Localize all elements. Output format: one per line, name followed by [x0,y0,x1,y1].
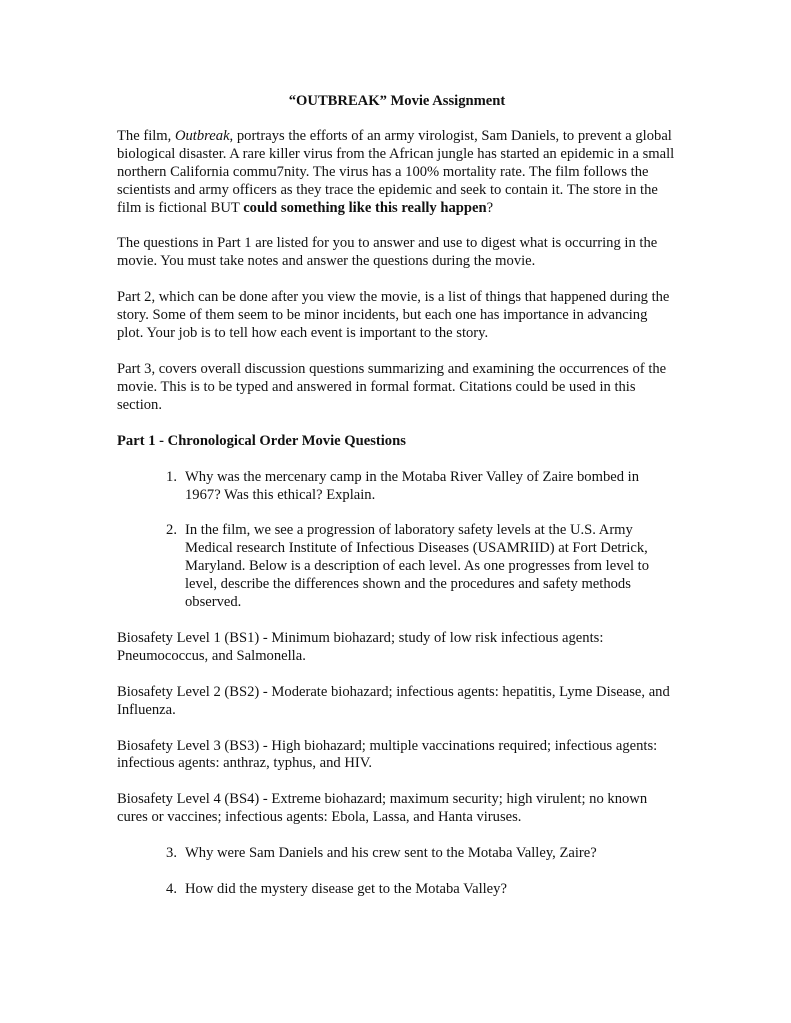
intro-text-c: ? [486,199,494,216]
biosafety-level-4: Biosafety Level 4 (BS4) - Extreme biohazard; maximum security; high virulent; no known cures or vaccines; infectious agents: Ebola, Lassa, and Hanta viruses. [117,791,648,826]
question-text: How did the mystery disease get to the Motaba Valley? [185,881,507,898]
part3-description: Part 3, covers overall discussion questions summarizing and examining the occurrences of the movie. This is to be typed and answered in formal format. Citations could be used in this section. [117,360,667,413]
question-list-b [117,845,677,899]
question-text: Why was the mercenary camp in the Motaba River Valley of Zaire bombed in 1967? Was this ethical? Explain. [185,468,640,503]
question-list-a [117,469,677,612]
biosafety-level-3: Biosafety Level 3 (BS3) - High biohazard; multiple vaccinations required; infectious agents: infectious agents: anthraz, typhus, and HIV. [117,737,658,772]
intro-text-b: , portrays the efforts of an army virologist, Sam Daniels, to prevent a global biological disaster. A rare killer virus from the African jungle has started an epidemic in a small northern California commu7nity. The virus has a 100% mortality rate. The film follows the scientists and army officers as they trace the epidemic and seek to contain it. The store in the film is fictional BUT [117,127,675,216]
question-item [117,522,677,612]
biosafety-level-2: Biosafety Level 2 (BS2) - Moderate biohazard; infectious agents: hepatitis, Lyme Disease, and Influenza. [117,683,670,718]
question-text: In the film, we see a progression of laboratory safety levels at the U.S. Army Medical research Institute of Infectious Diseases (USAMRIID) at Fort Detrick, Maryland. Below is a description of each level. As one progresses from level to level, describe the differences shown and the procedures and safety methods observed. [185,522,650,611]
question-number: 1. [166,468,177,485]
part1-heading: Part 1 - Chronological Order Movie Questions [117,432,406,449]
question-number: 3. [166,845,177,862]
question-item [117,845,677,863]
film-title: Outbreak [174,127,230,144]
question-item [117,881,677,899]
question-item [117,469,677,505]
intro-question-bold: could something like this really happen [243,199,487,216]
biosafety-level-1: Biosafety Level 1 (BS1) - Minimum biohazard; study of low risk infectious agents: Pneumococcus, and Salmonella. [117,629,604,664]
intro-text-a: The film, [117,127,175,144]
question-number: 4. [166,881,177,898]
part1-description: The questions in Part 1 are listed for you to answer and use to digest what is occurring in the movie. You must take notes and answer the questions during the movie. [117,235,658,270]
document-page [117,93,677,917]
part2-description: Part 2, which can be done after you view the movie, is a list of things that happened during the story. Some of them seem to be minor incidents, but each one has importance in advancing plot. Your job is to tell how each event is important to the story. [117,289,670,342]
question-number: 2. [166,522,177,539]
document-title: “OUTBREAK” Movie Assignment [288,93,506,109]
intro-paragraph [117,128,677,218]
question-text: Why were Sam Daniels and his crew sent to the Motaba Valley, Zaire? [185,845,597,862]
